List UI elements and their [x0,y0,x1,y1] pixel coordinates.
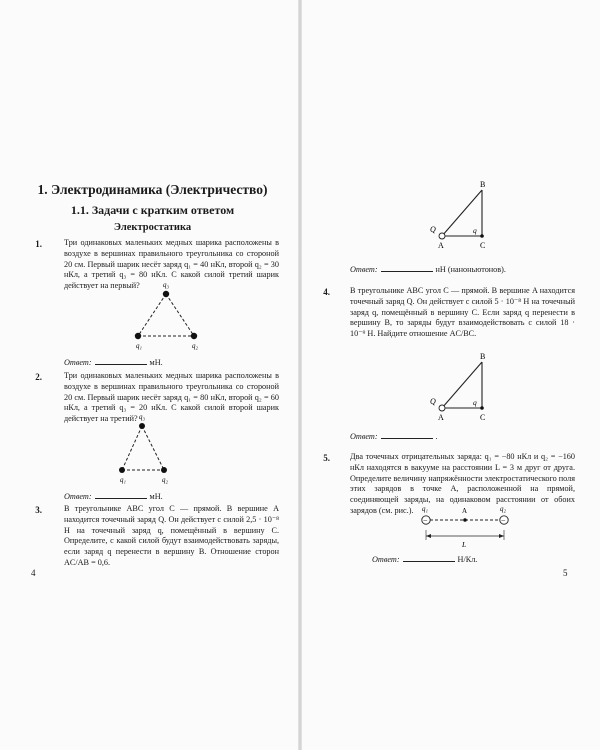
rt1-label-C: C [480,241,486,250]
charge-2-q3 [139,423,145,429]
rt2-charge-q [480,406,484,410]
chapter-title: 1. Электродинамика (Электричество) [37,182,268,197]
line-label-q2: q₂ [500,505,506,513]
triangle-diagram-2 [112,413,212,490]
problem-5-text: Два точечных отрицательных заряда: q₁ = −80 нКл и q₂ = −160 нКл находятся в вакууме на расстоянии L = 3 м друг от друга. Определите величину напряжённости электростатического поля этих зарядов в точке A, расположенной на прямой, соединяющей заряды, на одинаковом расстоянии от обоих зарядов (см. рис.). [350,452,575,515]
problem-2-answer-unit: мН. [149,492,163,501]
problem-3-answer-unit: нН (наноньютонов). [435,265,506,274]
problem-4-answer-unit: . [435,432,438,441]
line-charge-q1-sign: − [423,516,428,525]
problem-1-answer-unit: мН. [149,358,163,367]
section-title: 1.1. Задачи с кратким ответом [70,203,235,217]
triangle-1-side-left [138,294,166,336]
right-triangle-diagram-1 [430,180,500,256]
triangle-2-side-left [122,426,142,470]
problem-2-answer [64,490,163,501]
rt1-charge-q [480,234,484,238]
problem-1-answer-label: Ответ: [64,358,92,367]
rt2-label-A: A [438,413,444,422]
charge-2-q1 [119,467,125,473]
label-2-q1: q₁ [120,476,126,484]
rt1-label-A: A [438,241,444,250]
label-2-q2: q₂ [162,476,168,484]
triangle-1-side-right [166,294,194,336]
problem-5-answer [372,553,477,564]
problem-2-text: Три одинаковых маленьких медных шарика расположены в воздухе в вершинах правильного треугольника со стороной 20 см. Первый шарик несёт заряд q₁ = 80 нКл, второй q₂ = 60 нКл, а третий q₃ = 20 нКл. С какой силой второй шарик действует на третий? [64,371,279,424]
problem-1-answer [64,356,163,367]
line-charges-diagram [412,506,522,548]
problem-5-number: 5. [323,453,330,463]
problem-3-answer-blank[interactable] [381,263,433,272]
charge-2-q2 [161,467,167,473]
label-1-q1: q₁ [136,342,142,350]
problem-5-answer-label: Ответ: [372,555,400,564]
problem-1-answer-blank[interactable] [95,356,147,365]
problem-2-answer-label: Ответ: [64,492,92,501]
problem-3-number: 3. [35,505,42,515]
problem-1-text: Три одинаковых маленьких медных шарика расположены в воздухе в вершинах правильного треугольника со стороной 20 см. Первый шарик несёт заряд q₁ = 40 нКл, второй q₂ = 30 нКл, а третий q₃ = 80 нКл. С какой силой третий шарик действует на первый? [64,238,279,291]
rt1-label-q: q [473,226,477,235]
problem-4-number: 4. [323,287,330,297]
rt1-label-Q: Q [430,225,436,234]
rt2-label-C: C [480,413,486,422]
line-charge-q2-sign: − [501,516,506,525]
problem-3-answer [350,263,506,274]
problem-2-answer-blank[interactable] [95,490,147,499]
rt1-label-B: B [480,180,486,189]
problem-4-text: В треугольнике ABC угол C — прямой. В вершине A находится точечный заряд Q. Он действует с силой 5 · 10⁻⁸ Н на точечный заряд q, помещённый в вершину C. Если заряд q перенести в вершину B, то заряды будут взаимодействовать с силой 18 · 10⁻⁹ Н. Найдите отношение AC/BC. [350,286,575,339]
line-label-A: A [462,507,468,515]
label-2-q3: q₃ [139,413,145,421]
rt2-charge-Q [439,405,445,411]
book-spine [298,0,302,750]
charge-1-q3 [163,291,169,297]
rt2-label-q: q [473,398,477,407]
problem-4-answer-blank[interactable] [381,430,433,439]
charge-1-q2 [191,333,197,339]
problem-2-number: 2. [35,372,42,382]
problem-3-answer-label: Ответ: [350,265,378,274]
triangle-2-side-right [142,426,164,470]
triangle-diagram-1 [128,281,228,356]
line-label-L: L [462,540,467,549]
problem-5-answer-blank[interactable] [403,553,455,562]
line-label-q1: q₁ [422,505,428,513]
label-1-q2: q₂ [192,342,198,350]
length-arrow-right-head [499,534,504,538]
page-number-right: 5 [563,568,568,578]
charge-1-q1 [135,333,141,339]
rt2-label-B: B [480,352,486,361]
rt2-label-Q: Q [430,397,436,406]
page-number-left: 4 [31,568,36,578]
point-A [463,518,467,522]
right-triangle-diagram-2 [430,352,500,428]
label-1-q3: q₃ [163,281,169,289]
length-arrow-left-head [426,534,431,538]
subsection-title: Электростатика [113,222,192,233]
problem-1-number: 1. [35,239,42,249]
problem-5-answer-unit: Н/Кл. [457,555,478,564]
problem-4-answer-label: Ответ: [350,432,378,441]
problem-3-text: В треугольнике ABC угол C — прямой. В вершине A находится точечный заряд Q. Он действует с силой 2,5 · 10⁻⁸ Н на точечный заряд q, помещённый в вершину C. Определите, с какой силой будут взаимодействовать заряды, если заряд q перенести в вершину B. Отношение сторон AC/AB = 0,6. [64,504,279,567]
problem-4-answer [350,430,438,441]
rt1-charge-Q [439,233,445,239]
